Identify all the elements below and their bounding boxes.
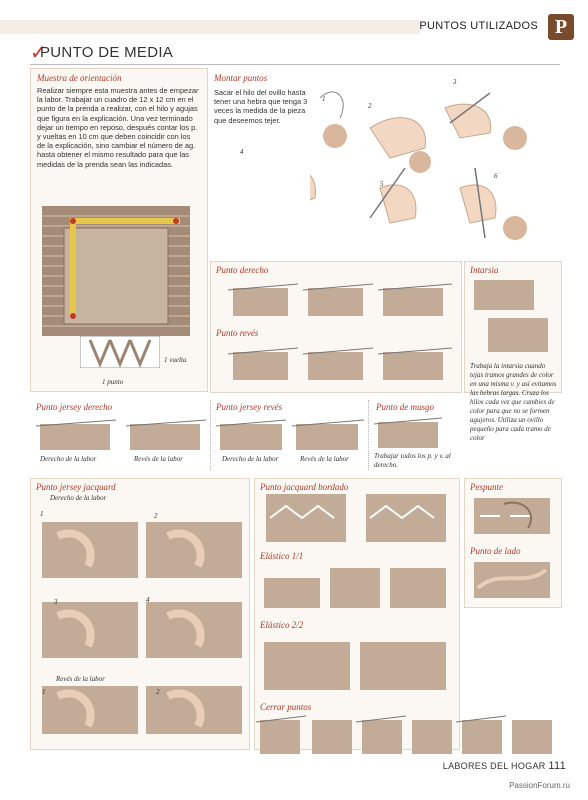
label-vuelta: 1 vuelta [164, 356, 187, 364]
jersey-reves-caption-a: Derecho de la labor [222, 455, 279, 463]
muestra-title: Muestra de orientación [37, 73, 122, 83]
check-icon: ✓ [30, 40, 47, 64]
jersey-derecho-caption-a: Derecho de la labor [40, 455, 97, 463]
page-number: 111 [548, 760, 566, 772]
logo-badge: P [548, 14, 574, 40]
divider [210, 400, 211, 470]
cerrar-illustration [256, 712, 556, 756]
swatch-illustration [42, 206, 190, 336]
montar-step-4: 4 [240, 148, 244, 156]
intarsia-text: Trabaja la intarsia cuando tejas tramos grandes de color en una misma v. y así evitamos las hebras largas. Cruza los hilos cada vez que cambies de color para que no se formen agujeros. Utiliza un ovillo pequeño para cada tramo de color [470, 362, 557, 442]
stitch-detail [80, 336, 160, 368]
jersey-reves-illustration [216, 414, 364, 452]
montar-illustration [310, 78, 560, 258]
intarsia-illustration [470, 276, 554, 360]
jersey-reves-caption-b: Revés de la labor [300, 455, 349, 463]
label-punto: 1 punto [102, 378, 124, 386]
musgo-illustration [374, 412, 444, 450]
jacquard-step-1: 1 [40, 510, 44, 518]
musgo-caption: Trabajar todos los p. y v. al derecho. [374, 452, 451, 469]
footer [443, 760, 566, 772]
jacquard-step-2: 2 [154, 512, 158, 520]
elastico11-title: Elástico 1/1 [260, 551, 304, 561]
musgo-title: Punto de musgo [376, 402, 434, 412]
derecho-title: Punto derecho [216, 265, 269, 275]
montar-step-1: 1 [322, 95, 326, 103]
cerrar-title: Cerrar puntos [260, 702, 312, 712]
elastico11-illustration [262, 562, 452, 612]
jacquard-step-6: 2 [156, 688, 160, 696]
intarsia-title: Intarsia [470, 265, 499, 275]
reves-illustration [228, 340, 454, 384]
lado-illustration [470, 558, 554, 602]
montar-step-3: 3 [453, 78, 457, 86]
lado-title: Punto de lado [470, 546, 521, 556]
jacquard-step-5: 1 [42, 688, 46, 696]
montar-step-2: 2 [368, 102, 372, 110]
jacquard-title: Punto jersey jacquard [36, 482, 116, 492]
jacquard-caption-top: Derecho de la labor [50, 494, 107, 502]
divider [368, 400, 369, 470]
montar-title: Montar puntos [214, 73, 268, 83]
title-divider [30, 64, 560, 65]
montar-step-6: 6 [494, 172, 498, 180]
watermark: PassionForum.ru [509, 781, 570, 790]
muestra-text: Realizar siempre esta muestra antes de empezar la labor. Trabajar un cuadro de 12 x 12 cm en el punto de la prenda a realizar, con el hilo y agujas que figura en la explicación. Una vez terminado dejar un tiempo en reposo, después contar los p. y vueltas en 10 cm que deben coincidir con los de la explicación, sino cambiar el número de ag. hasta obtener el mismo resultado para que las medidas de la prenda sean las indicadas. [37, 86, 199, 169]
montar-text: Sacar el hilo del ovillo hasta tener una hebra que tenga 3 veces la medida de la pieza que deseemos tejer. [214, 88, 308, 125]
montar-step-5: 5 [380, 180, 384, 188]
elastico22-title: Elástico 2/2 [260, 620, 304, 630]
bordado-illustration [262, 492, 452, 544]
magazine-name: LABORES DEL HOGAR [442, 761, 546, 771]
jacquard-caption-mid: Revés de la labor [56, 675, 105, 683]
jersey-derecho-caption-b: Revés de la labor [134, 455, 183, 463]
bordado-title: Punto jacquard bordado [260, 482, 349, 492]
pespunte-illustration [470, 494, 554, 540]
jacquard-step-4: 4 [146, 596, 150, 604]
jersey-derecho-title: Punto jersey derecho [36, 402, 113, 412]
page-title: PUNTO DE MEDIA [40, 44, 174, 61]
elastico22-illustration [262, 632, 452, 692]
jacquard-step-3: 3 [54, 598, 58, 606]
header-bar [0, 20, 420, 34]
section-label: PUNTOS UTILIZADOS [419, 20, 538, 32]
jacquard-illustration [38, 506, 244, 736]
derecho-illustration [228, 276, 454, 320]
reves-title: Punto revés [216, 328, 259, 338]
pespunte-title: Pespunte [470, 482, 503, 492]
jersey-reves-title: Punto jersey revés [216, 402, 283, 412]
jersey-derecho-illustration [36, 414, 206, 452]
